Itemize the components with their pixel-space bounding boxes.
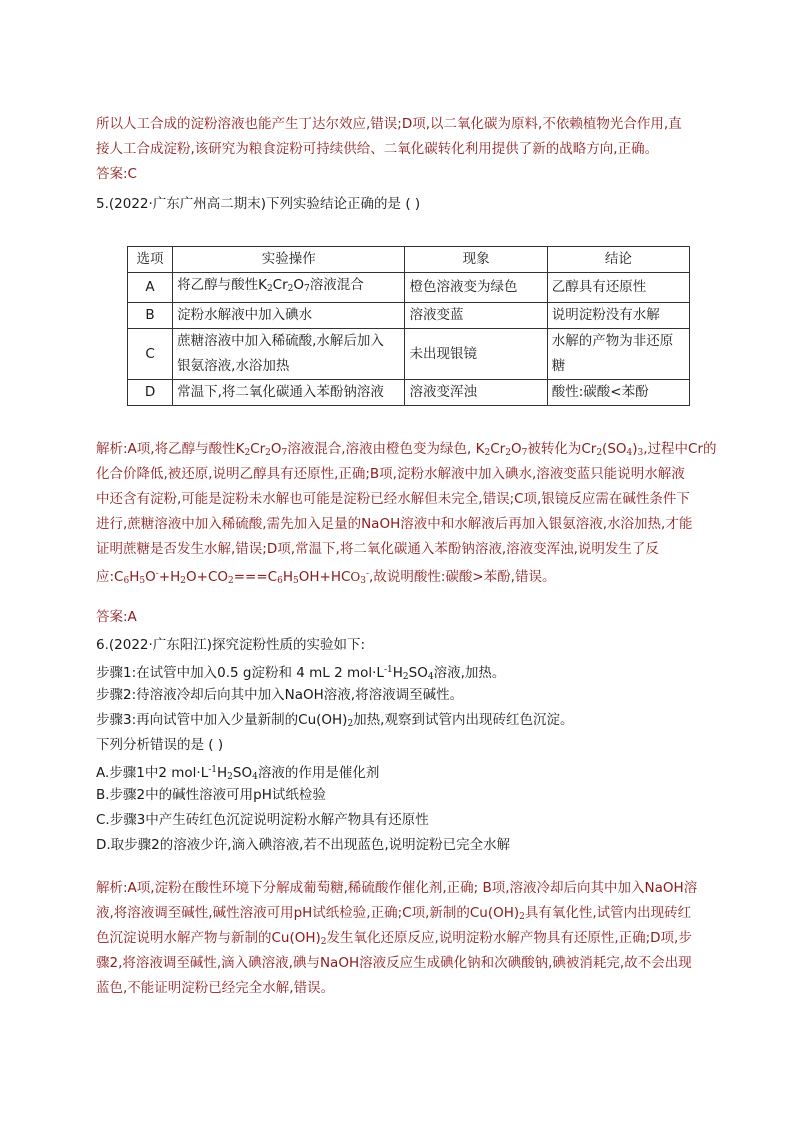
conclusion-cell: 说明淀粉没有水解 <box>547 303 689 329</box>
text: 步骤3:再向试管中加入少量新制的Cu(OH) <box>96 712 348 728</box>
subscript: 3 <box>637 448 644 458</box>
text-line: 接人工合成淀粉,该研究为粮食淀粉可持续供给、二氧化碳转化利用提供了新的战略方向,正确。 <box>96 141 659 157</box>
phenomenon-cell: 橙色溶液变为绿色 <box>405 273 547 303</box>
text: O <box>510 441 522 457</box>
option-cell: A <box>128 273 173 303</box>
subscript: 2 <box>287 284 294 294</box>
subscript: 2 <box>265 448 271 458</box>
text-line: 骤2,将溶液调至碱性,滴入碘溶液,碘与NaOH溶液反应生成碘化钠和次碘酸钠,碘被消耗完,故不会出现 <box>96 955 692 971</box>
text-line: 进行,蔗糖溶液中加入稀硫酸,需先加入足量的NaOH溶液中和水解液后再加入银氨溶液,水浴加热,才能 <box>96 516 693 532</box>
superscript: - <box>155 569 159 579</box>
text: ,故说明酸性:碳酸>苯酚,错误。 <box>369 569 556 585</box>
table-row <box>128 303 690 329</box>
text: H <box>129 569 140 585</box>
option-line: D.取步骤2的溶液少许,滴入碘溶液,若不出现蓝色,说明淀粉已完全水解 <box>96 837 511 853</box>
experiment-table <box>127 246 690 406</box>
text: 应:C <box>96 569 124 585</box>
step-line <box>96 658 700 683</box>
text: 液,将溶液调至碱性,碱性溶液可用pH试纸检验,正确;C项,新制的Cu(OH) <box>96 905 520 921</box>
subscript: 2 <box>484 448 491 458</box>
text: 发生氧化还原反应,说明淀粉水解产物具有还原性,正确;D项,步 <box>326 930 692 946</box>
table-row <box>128 273 690 303</box>
subscript: 2 <box>505 448 511 458</box>
phenomenon-cell: 溶液变蓝 <box>405 303 547 329</box>
cell-text: Cr <box>272 277 288 293</box>
answer-line: 答案:C <box>96 166 137 182</box>
text: +H <box>158 569 181 585</box>
step-line <box>96 708 700 733</box>
text: Cr <box>250 441 266 457</box>
text: H <box>392 665 403 681</box>
subscript: 6 <box>277 576 283 586</box>
subscript: 6 <box>123 576 130 586</box>
subscript: 2 <box>266 284 273 294</box>
operation-cell: 常温下,将二氧化碳通入苯酚钠溶液 <box>173 380 405 406</box>
cell-line: 蔗糖溶液中加入稀硫酸,水解后加入 <box>177 333 384 349</box>
superscript: - <box>365 569 370 579</box>
table-row <box>128 380 690 406</box>
text: 具有氧化性,试管内出现砖红 <box>524 905 692 921</box>
cell-line: 糖 <box>551 358 566 374</box>
subscript: 7 <box>281 448 288 458</box>
text: (SO <box>602 441 627 457</box>
cell-text: 溶液混合 <box>309 277 364 293</box>
text: 色沉淀说明水解产物与新制的Cu(OH) <box>96 930 321 946</box>
table-header: 结论 <box>547 247 689 273</box>
subscript: 5 <box>293 576 299 586</box>
prev-analysis <box>96 112 700 187</box>
option-line: C.步骤3中产生砖红色沉淀说明淀粉水解产物具有还原性 <box>96 812 429 828</box>
text: O <box>270 441 282 457</box>
conclusion-cell <box>547 329 689 380</box>
subscript: 2 <box>596 448 603 458</box>
text-line: 解析:A项,淀粉在酸性环境下分解成葡萄糖,稀硫酸作催化剂,正确; B项,溶液冷却后向其中加入NaOH溶 <box>96 880 698 896</box>
text: O <box>145 569 156 585</box>
text: ) <box>632 441 638 457</box>
subscript: 2 <box>402 672 409 682</box>
text: H <box>282 569 293 585</box>
option-line <box>96 758 700 783</box>
text: A.步骤1中2 mol·L <box>96 765 209 781</box>
question-stem: 5.(2022·广东广州高二期末)下列实验结论正确的是 ( ) <box>96 196 421 212</box>
text: ,过程中Cr的 <box>643 441 717 457</box>
subscript: 7 <box>304 284 310 294</box>
phenomenon-cell: 未出现银镜 <box>405 329 547 380</box>
text-line: 蓝色,不能证明淀粉已经完全水解,错误。 <box>96 980 335 996</box>
question-stem: 6.(2022·广东阳江)探究淀粉性质的实验如下: <box>96 637 366 653</box>
option-cell: B <box>128 303 173 329</box>
text: 解析:A项,将乙醇与酸性K <box>96 441 245 457</box>
phenomenon-cell: 溶液变浑浊 <box>405 380 547 406</box>
subscript: 2 <box>180 576 186 586</box>
subscript: 2 <box>347 719 354 729</box>
operation-cell: 淀粉水解液中加入碘水 <box>173 303 405 329</box>
operation-cell <box>173 273 405 303</box>
q5-analysis <box>96 437 717 587</box>
subscript: 4 <box>252 772 258 782</box>
text-line <box>96 437 717 462</box>
table-row <box>128 329 690 380</box>
step-line: 步骤2:待溶液冷却后向其中加入NaOH溶液,将溶液调至碱性。 <box>96 687 464 703</box>
table-header-row <box>128 247 690 273</box>
subscript: 2 <box>228 576 234 586</box>
subscript: 5 <box>139 576 146 586</box>
table-header: 选项 <box>128 247 173 273</box>
q6-block <box>96 633 700 858</box>
table-header: 实验操作 <box>173 247 405 273</box>
question-ask: 下列分析错误的是 ( ) <box>96 737 224 753</box>
table-header: 现象 <box>405 247 547 273</box>
subscript: 7 <box>521 448 528 458</box>
superscript: -1 <box>208 765 218 775</box>
subscript: 4 <box>427 672 434 682</box>
text: 被转化为Cr <box>527 441 597 457</box>
subscript: 2 <box>227 772 233 782</box>
text-line <box>96 562 700 587</box>
text-line: 中还含有淀粉,可能是淀粉未水解也可能是淀粉已经水解但未完全,错误;C项,银镜反应需在碱性条件下 <box>96 491 690 507</box>
text: 溶液混合,溶液由橙色变为绿色, K <box>287 441 485 457</box>
text-line: 证明蔗糖是否发生水解,错误;D项,常温下,将二氧化碳通入苯酚钠溶液,溶液变浑浊,说明发生了反 <box>96 541 659 557</box>
text: 溶液,加热。 <box>433 665 506 681</box>
text: OH+HC <box>298 569 351 585</box>
text: O+CO <box>186 569 228 585</box>
text-line: 所以人工合成的淀粉溶液也能产生丁达尔效应,错误;D项,以二氧化碳为原料,不依赖植物光合作用,直 <box>96 116 682 132</box>
text: 步骤1:在试管中加入0.5 g淀粉和 4 mL 2 mol·L <box>96 665 384 681</box>
answer-line: 答案:A <box>96 609 137 625</box>
conclusion-cell: 乙醇具有还原性 <box>547 273 689 303</box>
text-line <box>96 901 700 926</box>
option-line: B.步骤2中的碱性溶液可用pH试纸检验 <box>96 787 326 803</box>
text: Cr <box>490 441 506 457</box>
text-line <box>96 926 700 951</box>
text-line: 化合价降低,被还原,说明乙醇具有还原性,正确;B项,淀粉水解液中加入碘水,溶液变蓝只能说明水解液 <box>96 466 685 482</box>
cell-text: 将乙醇与酸性K <box>177 277 267 293</box>
subscript: 2 <box>519 912 525 922</box>
q5-stem <box>96 192 700 217</box>
cell-line: 水解的产物为非还原 <box>551 333 674 349</box>
text: ===C <box>233 569 278 585</box>
subscript: 4 <box>626 448 633 458</box>
text: 加热,观察到试管内出现砖红色沉淀。 <box>353 712 574 728</box>
operation-cell <box>173 329 405 380</box>
option-cell: D <box>128 380 173 406</box>
text: SO <box>408 665 428 681</box>
cell-text: O <box>293 277 305 293</box>
q6-analysis <box>96 876 700 1001</box>
conclusion-cell: 酸性:碳酸<苯酚 <box>547 380 689 406</box>
text: 溶液的作用是催化剂 <box>257 765 380 781</box>
subscript: 2 <box>244 448 251 458</box>
cell-line: 银氨溶液,水浴加热 <box>177 358 290 374</box>
text: O <box>350 570 361 584</box>
subscript: 2 <box>320 937 327 947</box>
superscript: -1 <box>383 665 393 675</box>
subscript: 3 <box>360 576 366 586</box>
text: SO <box>232 765 253 781</box>
text: H <box>217 765 228 781</box>
q5-answer <box>96 605 700 630</box>
option-cell: C <box>128 329 173 380</box>
